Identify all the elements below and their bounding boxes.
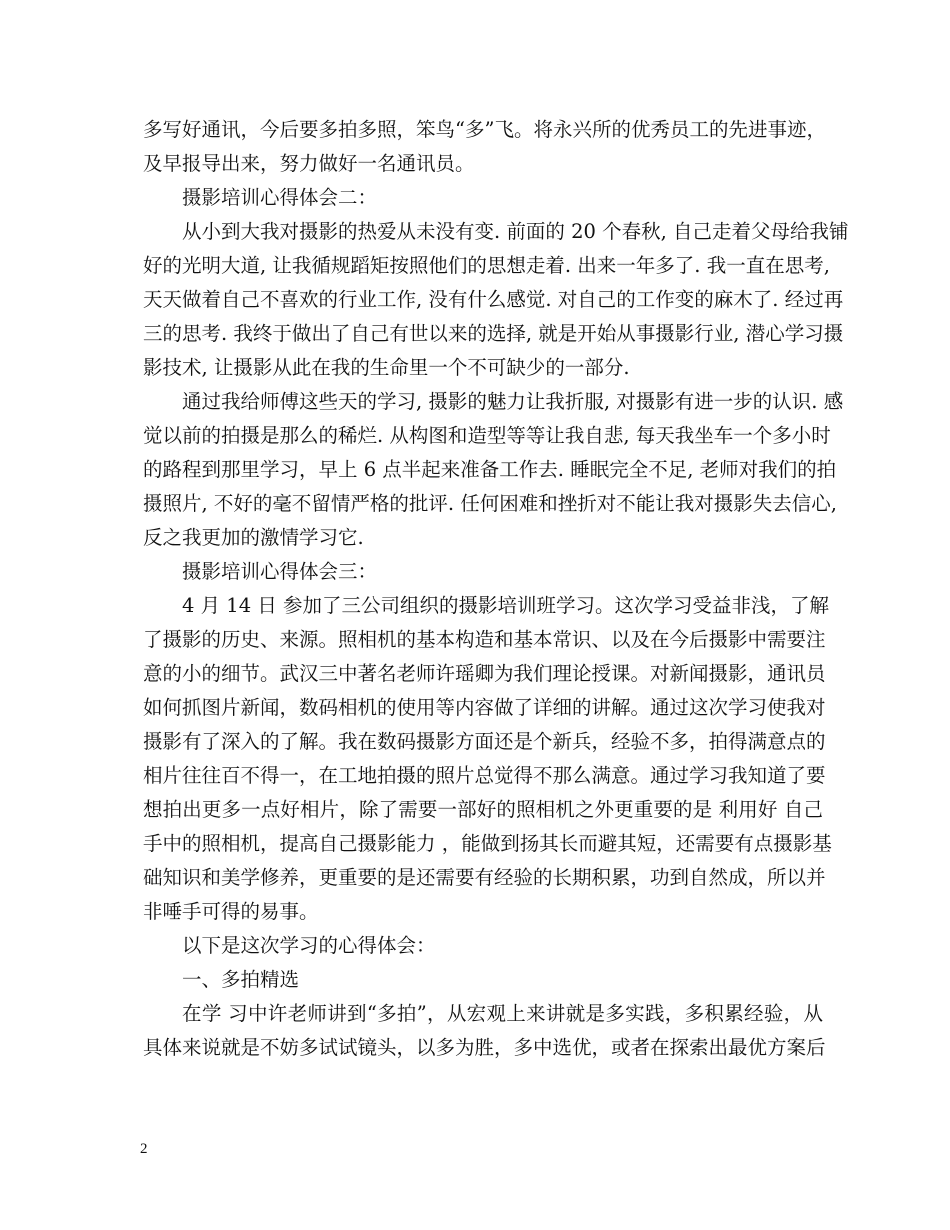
document-body bbox=[143, 113, 849, 1065]
text-line: 想拍出更多一点好相片，除了需要一部好的照相机之外更重要的是 利用好 自己 bbox=[143, 798, 823, 821]
text-line: 相片往往百不得一，在工地拍摄的照片总觉得不那么满意。通过学习我知道了要 bbox=[143, 764, 826, 787]
paragraph-2 bbox=[143, 215, 849, 385]
text-line: 4 月 14 日 参加了三公司组织的摄影培训班学习。这次学习受益非浅，了解 bbox=[182, 594, 830, 617]
text-line: 觉以前的拍摄是那么的稀烂. 从构图和造型等等让我自悲, 每天我坐车一个多小时 bbox=[143, 424, 831, 447]
paragraph-3 bbox=[143, 385, 844, 555]
paragraph-6 bbox=[143, 997, 826, 1065]
paragraph-5 bbox=[143, 929, 823, 963]
text-line: 在学 习中许老师讲到“多拍”，从宏观上来讲就是多实践，多积累经验，从 bbox=[182, 1002, 823, 1025]
text-line: 手中的照相机，提高自己摄影能力 ，能做到扬其长而避其短，还需要有点摄影基 bbox=[143, 832, 832, 855]
text-line: 础知识和美学修养，更重要的是还需要有经验的长期积累，功到自然成，所以并 bbox=[143, 866, 826, 889]
text-line: 天天做着自己不喜欢的行业工作, 没有什么感觉. 对自己的工作变的麻木了. 经过再 bbox=[143, 288, 844, 311]
paragraph-4 bbox=[143, 589, 832, 929]
text-line: 以下是这次学习的心得体会： bbox=[182, 934, 436, 957]
text-line: 如何抓图片新闻，数码相机的使用等内容做了详细的讲解。通过这次学习使我对 bbox=[143, 696, 826, 719]
text-line: 摄影有了深入的了解。我在数码摄影方面还是个新兵，经验不多，拍得满意点的 bbox=[143, 730, 826, 753]
text-line: 通过我给师傅这些天的学习, 摄影的魅力让我折服, 对摄影有进一步的认识. 感 bbox=[182, 390, 844, 413]
text-line: 具体来说就是不妨多试试镜头，以多为胜，多中选优，或者在探索出最优方案后 bbox=[143, 1036, 826, 1059]
text-line: 影技术, 让摄影从此在我的生命里一个不可缺少的一部分. bbox=[143, 356, 630, 379]
text-line: 多写好通讯，今后要多拍多照，笨鸟“多”飞。将永兴所的优秀员工的先进事迹， bbox=[143, 118, 826, 141]
text-line: 意的小的细节。武汉三中著名老师许瑶卿为我们理论授课。对新闻摄影，通讯员 bbox=[143, 662, 826, 685]
text-line: 反之我更加的激情学习它. bbox=[143, 526, 364, 549]
text-line: 及早报导出来，努力做好一名通讯员。 bbox=[143, 152, 475, 175]
heading-line: 摄影培训心得体会二： bbox=[182, 186, 378, 209]
section-heading-3 bbox=[143, 555, 823, 589]
heading-line: 摄影培训心得体会三： bbox=[182, 560, 378, 583]
text-line: 从小到大我对摄影的热爱从未没有变. 前面的 20 个春秋, 自己走着父母给我铺 bbox=[182, 220, 849, 243]
text-line: 好的光明大道, 让我循规蹈矩按照他们的思想走着. 出来一年多了. 我一直在思考, bbox=[143, 254, 830, 277]
section-heading-2 bbox=[143, 181, 823, 215]
subheading-multiple-shots bbox=[143, 963, 823, 997]
page-number: 2 bbox=[140, 1141, 148, 1157]
text-line: 非唾手可得的易事。 bbox=[143, 900, 319, 923]
text-line: 的路程到那里学习，早上 6 点半起来准备工作去. 睡眠完全不足, 老师对我们的拍 bbox=[143, 458, 837, 481]
text-line: 三的思考. 我终于做出了自己有世以来的选择, 就是开始从事摄影行业, 潜心学习摄 bbox=[143, 322, 844, 345]
paragraph-1 bbox=[143, 113, 826, 181]
text-line: 了摄影的历史、来源。照相机的基本构造和基本常识、以及在今后摄影中需要注 bbox=[143, 628, 826, 651]
heading-line: 一、多拍精选 bbox=[182, 968, 300, 991]
text-line: 摄照片, 不好的毫不留情严格的批评. 任何困难和挫折对不能让我对摄影失去信心, bbox=[143, 492, 837, 515]
